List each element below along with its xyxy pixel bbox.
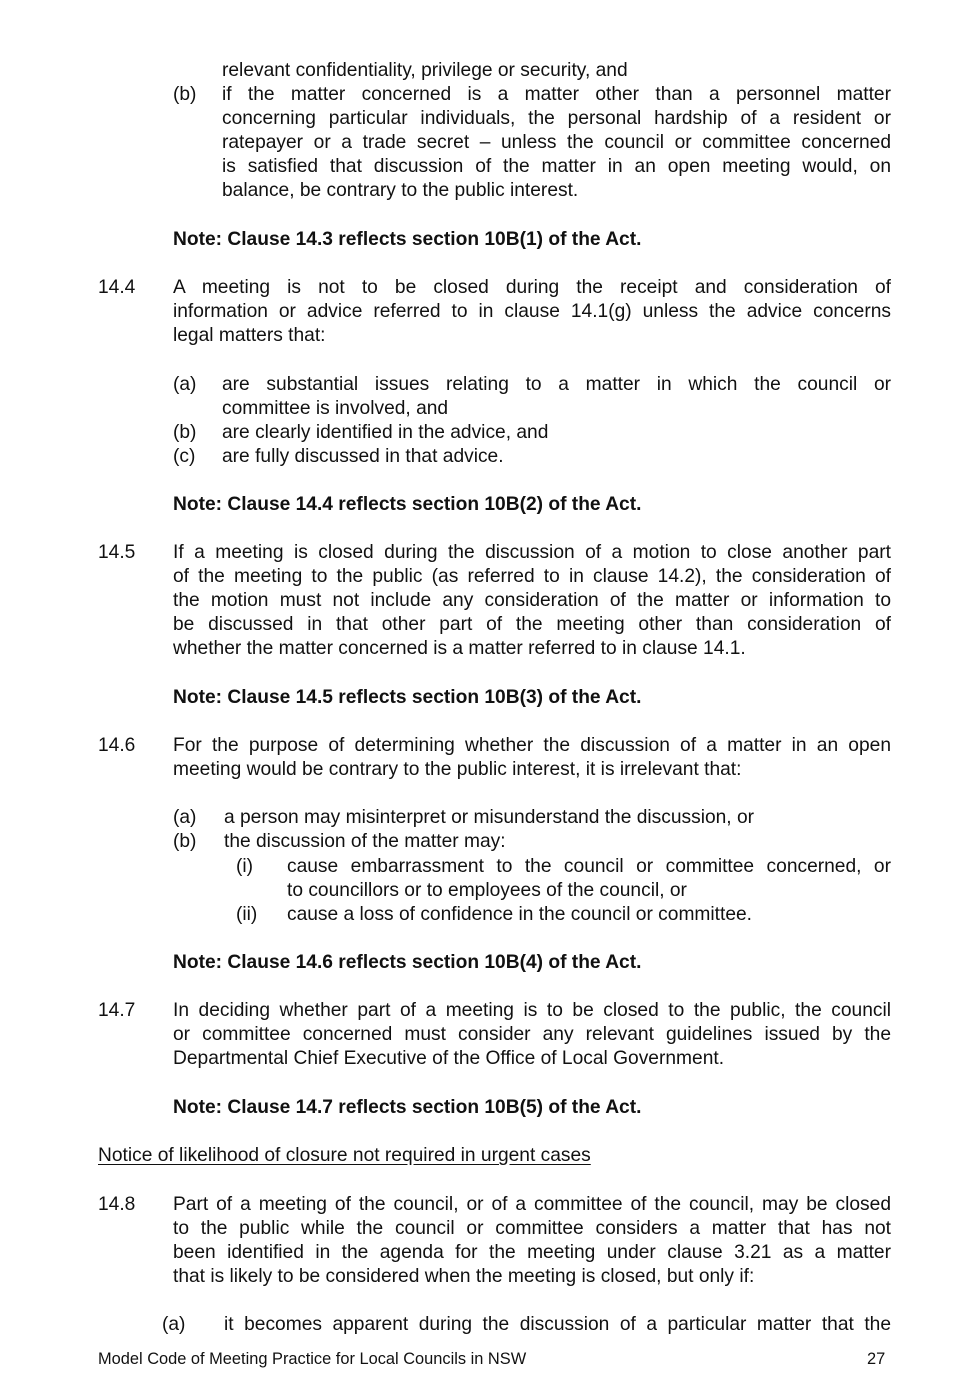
text-line: A meeting is not to be closed during the receipt and consideration of [173, 277, 891, 298]
text-line: cause a loss of confidence in the council or committee. [287, 904, 753, 925]
text-line: the motion must not include any consideration of the matter or information to [173, 590, 891, 611]
text-line: whether the matter concerned is a matter referred to in clause 14.1. [173, 638, 746, 659]
section-heading: Notice of likelihood of closure not required in urgent cases [98, 1145, 591, 1166]
clause-note: Note: Clause 14.3 reflects section 10B(1) of the Act. [173, 229, 642, 250]
text-line: it becomes apparent during the discussion of a particular matter that the [224, 1314, 891, 1335]
text-line: are substantial issues relating to a matter in which the council or [222, 374, 891, 395]
text-line: Part of a meeting of the council, or of a committee of the council, may be closed [173, 1194, 891, 1215]
clause-number: 14.7 [98, 1000, 136, 1021]
text-line: the discussion of the matter may: [224, 831, 506, 852]
clause-note: Note: Clause 14.5 reflects section 10B(3) of the Act. [173, 687, 642, 708]
clause-number: 14.6 [98, 735, 136, 756]
text-line: In deciding whether part of a meeting is to be closed to the public, the council [173, 1000, 891, 1021]
text-line: is satisfied that discussion of the matter in an open meeting would, on [222, 156, 891, 177]
page-number: 27 [867, 1350, 886, 1368]
list-marker: (ii) [236, 904, 258, 925]
text-line: a person may misinterpret or misunderstand the discussion, or [224, 807, 755, 828]
text-line: been identified in the agenda for the meeting under clause 3.21 as a matter [173, 1242, 891, 1263]
text-line: are fully discussed in that advice. [222, 446, 504, 467]
text-line: legal matters that: [173, 325, 326, 346]
text-line: cause embarrassment to the council or committee concerned, or [287, 856, 891, 877]
list-marker: (a) [173, 807, 197, 828]
text-line: ratepayer or a trade secret – unless the council or committee concerned [222, 132, 891, 153]
text-line: or committee concerned must consider any relevant guidelines issued by the [173, 1024, 891, 1045]
list-marker: (b) [173, 84, 197, 105]
clause-number: 14.8 [98, 1194, 136, 1215]
text-line: are clearly identified in the advice, and [222, 422, 549, 443]
list-marker: (i) [236, 856, 254, 877]
clause-note: Note: Clause 14.7 reflects section 10B(5) of the Act. [173, 1097, 642, 1118]
text-line: if the matter concerned is a matter other than a personnel matter [222, 84, 891, 105]
text-line: concerning particular individuals, the personal hardship of a resident or [222, 108, 891, 129]
text-line: be discussed in that other part of the meeting other than consideration of [173, 614, 891, 635]
text-line: of the meeting to the public (as referred to in clause 14.2), the consideration of [173, 566, 891, 587]
list-marker: (a) [162, 1314, 186, 1335]
text-line: to councillors or to employees of the council, or [287, 880, 687, 901]
text-line: information or advice referred to in clause 14.1(g) unless the advice concerns [173, 301, 891, 322]
text-line: committee is involved, and [222, 398, 449, 419]
text-line: balance, be contrary to the public interest. [222, 180, 579, 201]
clause-number: 14.4 [98, 277, 136, 298]
list-marker: (c) [173, 446, 196, 467]
text-line: If a meeting is closed during the discussion of a motion to close another part [173, 542, 891, 563]
list-marker: (b) [173, 422, 197, 443]
text-line: that is likely to be considered when the meeting is closed, but only if: [173, 1266, 755, 1287]
text-line: relevant confidentiality, privilege or security, and [222, 60, 628, 81]
text-line: For the purpose of determining whether the discussion of a matter in an open [173, 735, 891, 756]
text-line: meeting would be contrary to the public interest, it is irrelevant that: [173, 759, 742, 780]
list-marker: (b) [173, 831, 197, 852]
list-marker: (a) [173, 374, 197, 395]
clause-note: Note: Clause 14.4 reflects section 10B(2) of the Act. [173, 494, 642, 515]
clause-note: Note: Clause 14.6 reflects section 10B(4) of the Act. [173, 952, 642, 973]
footer-title: Model Code of Meeting Practice for Local Councils in NSW [98, 1350, 527, 1368]
text-line: to the public while the council or committee considers a matter that has not [173, 1218, 891, 1239]
text-line: Departmental Chief Executive of the Office of Local Government. [173, 1048, 725, 1069]
clause-number: 14.5 [98, 542, 136, 563]
